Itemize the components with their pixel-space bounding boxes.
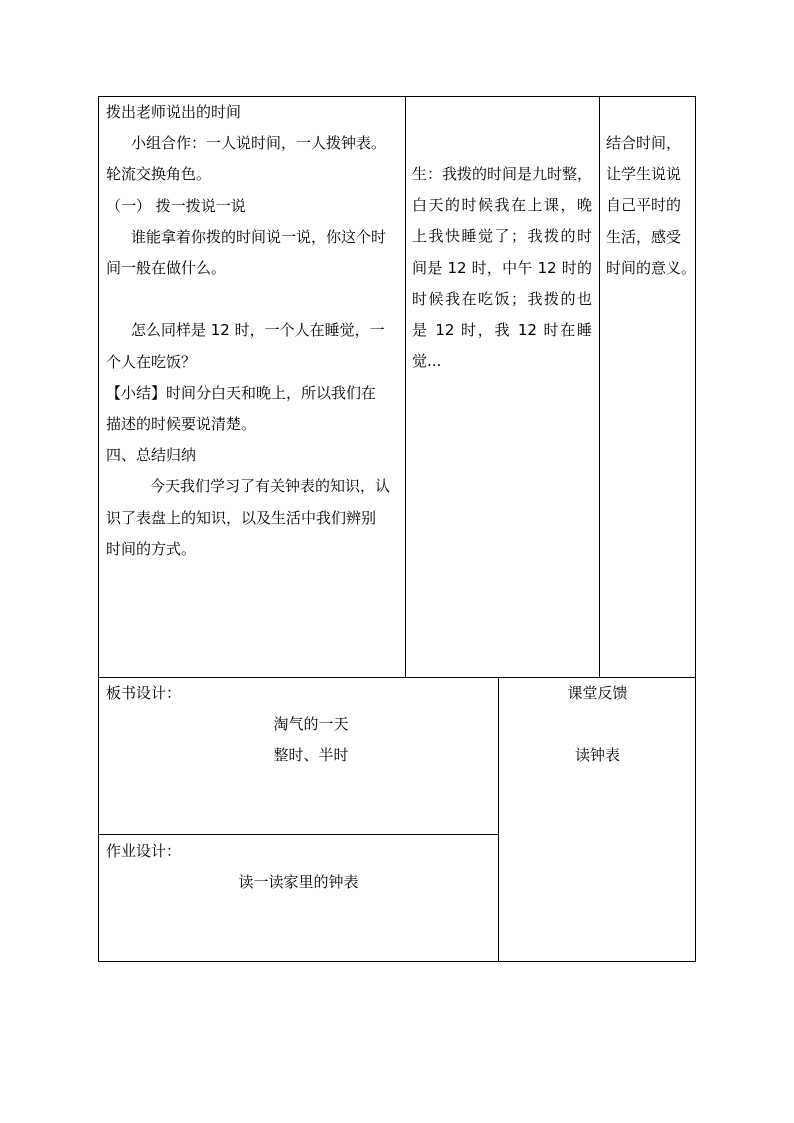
board-subtitle: 整时、半时 xyxy=(273,746,349,765)
text-line: 白天的时候我在上课，晚 xyxy=(412,196,592,215)
text-line: 小组合作：一人说时间，一人拨钟表。 xyxy=(131,134,387,153)
section-heading: （一） 拨一拨说一说 xyxy=(106,196,246,215)
board-design-label: 板书设计： xyxy=(106,684,182,702)
text-line: 拨出老师说出的时间 xyxy=(106,103,242,121)
text-line: 轮流交换角色。 xyxy=(106,165,212,184)
text-line: 时间的方式。 xyxy=(106,539,197,558)
top-table-divider-2 xyxy=(599,96,600,678)
text-line xyxy=(106,284,398,315)
text-line: 时候我在吃饭；我拨的也 xyxy=(412,289,592,308)
feedback-cell xyxy=(499,678,696,709)
activity-column xyxy=(106,97,398,565)
homework-text: 读一读家里的钟表 xyxy=(238,873,359,891)
text-line: 自己平时的 xyxy=(606,196,682,215)
text-line: 生活，感受 xyxy=(606,227,682,246)
text-line: 谁能拿着你拨的时间说一说，你这个时 xyxy=(131,227,387,246)
bottom-table-row-divider xyxy=(98,834,499,835)
text-line: 描述的时候要说清楚。 xyxy=(106,415,257,434)
text-line: 觉... xyxy=(412,352,442,371)
text-line: 结合时间， xyxy=(606,134,682,152)
summary-line: 【小结】时间分白天和晚上，所以我们在 xyxy=(106,383,377,402)
text-line: 今天我们学习了有关钟表的知识，认 xyxy=(150,477,391,496)
text-line: 是 12 时，我 12 时在睡 xyxy=(412,321,592,340)
student-column xyxy=(412,159,592,377)
text-line: 个人在吃饭？ xyxy=(106,352,197,371)
feedback-text: 读钟表 xyxy=(574,746,620,764)
text-line: 生：我拨的时间是九时整， xyxy=(412,165,593,183)
design-intent-column xyxy=(606,128,696,284)
text-line: 时间的意义。 xyxy=(606,258,697,277)
text-line: 怎么同样是 12 时，一个人在睡觉，一 xyxy=(131,321,385,340)
feedback-content xyxy=(499,740,696,771)
text-line: 间是 12 时，中午 12 时的 xyxy=(412,258,592,277)
board-title: 淘气的一天 xyxy=(273,715,349,733)
section-heading: 四、总结归纳 xyxy=(106,446,197,465)
top-table-divider-1 xyxy=(405,96,406,678)
text-line: 识了表盘上的知识，以及生活中我们辨别 xyxy=(106,508,377,527)
text-line: 让学生说说 xyxy=(606,165,682,184)
text-line: 间一般在做什么。 xyxy=(106,259,227,278)
homework-cell xyxy=(106,836,496,867)
feedback-label: 课堂反馈 xyxy=(567,684,628,702)
homework-label: 作业设计： xyxy=(106,842,182,860)
homework-content xyxy=(98,867,499,898)
text-line: 上我快睡觉了；我拨的时 xyxy=(412,227,592,246)
board-design-cell xyxy=(106,678,496,709)
board-design-content xyxy=(98,709,499,771)
